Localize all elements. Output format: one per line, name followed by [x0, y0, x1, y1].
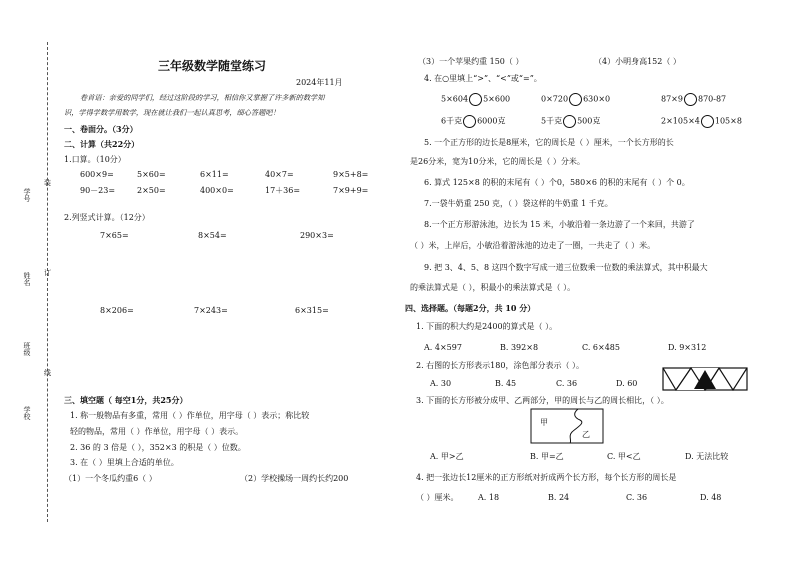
vertical-item: 8×54= — [198, 231, 227, 240]
fill-q9-line2: 的乘法算式是（ ），积最小的乘法算式是（ ）。 — [410, 283, 576, 292]
choice-option[interactable]: C. 36 — [556, 379, 578, 388]
fill-q5-line2: 是26分米，宽为10分米，它的周长是（ ）分米。 — [410, 157, 585, 166]
margin-mark-3: 线 — [44, 369, 51, 377]
choice-q3: 3. 下面的长方形被分成甲、乙两部分，甲的周长与乙的周长相比，（ ）。 — [416, 396, 669, 405]
fill-q3-4: （4）小明身高152（ ） — [594, 57, 681, 66]
compare-group — [661, 115, 742, 128]
oral-item: 9×5+8= — [333, 170, 369, 179]
fill-q3-2: （2）学校操场一周约长约200 — [240, 474, 349, 483]
section3-heading: 三、填空题（ 每空1分，共25分） — [64, 395, 188, 405]
compare-right: 870-87 — [697, 94, 727, 104]
compare-circle[interactable] — [563, 115, 576, 128]
vertical-item: 290×3= — [300, 231, 334, 240]
section2-heading: 二、计算（共22分） — [64, 139, 140, 149]
choice-option[interactable]: D. 60 — [616, 379, 638, 388]
choice-option[interactable]: B. 甲=乙 — [530, 452, 564, 461]
choice-option[interactable]: B. 24 — [548, 493, 570, 502]
oral-item: 2×50= — [137, 186, 166, 195]
oral-item: 5×60= — [137, 170, 166, 179]
choice-option[interactable]: C. 6×485 — [582, 343, 620, 352]
margin-mark-1: 装 — [44, 179, 51, 187]
compare-left: 6千克 — [441, 116, 463, 126]
vertical-item: 7×65= — [100, 231, 129, 240]
oral-title: 1.口算。（10分） — [64, 155, 126, 164]
choice-option[interactable]: A. 30 — [430, 379, 452, 388]
compare-right: 630×0 — [583, 94, 611, 104]
compare-left: 0×720 — [541, 94, 569, 104]
compare-group — [541, 115, 600, 128]
compare-group — [441, 115, 505, 128]
compare-right: 6000克 — [477, 116, 506, 126]
fill-q1-line2: 轻的物品，常用（ ）作单位，用字母（ ）表示。 — [70, 427, 244, 436]
oral-item: 600×9= — [80, 170, 114, 179]
compare-right: 500克 — [577, 116, 601, 126]
intro-line-2: 识，学得学数学用数学，现在就让我们一起认真思考，细心答题吧！ — [64, 108, 280, 117]
part-label-jia: 甲 — [540, 418, 548, 427]
fill-q8-line1: 8.一个正方形游泳池，边长为 15 米，小敏沿着一条边游了一个来回，共游了 — [424, 220, 695, 229]
fill-q1-line1: 1. 称一般物品有多重，常用（ ）作单位，用字母（ ）表示；称比较 — [70, 411, 310, 420]
margin-label-school: 学校 — [23, 406, 31, 420]
page-title: 三年级数学随堂练习 — [158, 59, 267, 73]
choice-option[interactable]: C. 36 — [626, 493, 648, 502]
margin-mark-2: 订 — [44, 269, 51, 277]
choice-option[interactable]: B. 45 — [495, 379, 517, 388]
compare-circle[interactable] — [701, 115, 714, 128]
compare-circle[interactable] — [569, 93, 582, 106]
vertical-item: 8×206= — [100, 306, 134, 315]
oral-item: 40×7= — [265, 170, 294, 179]
choice-option[interactable]: A. 18 — [478, 493, 500, 502]
fill-q7: 7.一袋牛奶重 250 克，（ ）袋这样的牛奶重 1 千克。 — [424, 199, 613, 208]
vertical-item: 6×315= — [295, 306, 329, 315]
binding-line — [47, 42, 48, 522]
choice-option[interactable]: C. 甲<乙 — [607, 452, 641, 461]
choice-option[interactable]: A. 甲>乙 — [430, 452, 464, 461]
compare-group — [441, 93, 510, 106]
part-label-yi: 乙 — [582, 430, 590, 439]
oral-item: 7×9+9= — [333, 186, 369, 195]
section4-heading: 四、选择题。（每题2分，共 10 分） — [405, 303, 536, 313]
compare-circle[interactable] — [469, 93, 482, 106]
intro-line-1: 卷首语：亲爱的同学们，经过这阶段的学习，相信你又掌握了许多新的数学知 — [80, 93, 325, 102]
compare-circle[interactable] — [463, 115, 476, 128]
compare-left: 5×604 — [441, 94, 469, 104]
choice-option[interactable]: D. 无法比较 — [685, 452, 729, 461]
margin-label-name: 姓名 — [23, 272, 31, 286]
choice-q2: 2. 右图的长方形表示180，涂色部分表示（ ）。 — [416, 361, 584, 370]
fill-q5-line1: 5. 一个正方形的边长是8厘米，它的周长是（ ）厘米，一个长方形的长 — [424, 138, 674, 147]
triangle-rectangle-figure — [662, 367, 748, 391]
fill-q2: 2. 36 的 3 倍是（ ），352×3 的积是（ ）位数。 — [70, 443, 246, 452]
oral-item: 6×11= — [200, 170, 229, 179]
section1-heading: 一、卷面分。（3分） — [64, 124, 138, 134]
choice-option[interactable]: D. 9×312 — [668, 343, 707, 352]
compare-left: 87×9 — [661, 94, 683, 104]
margin-label-class: 班级 — [23, 342, 31, 356]
choice-q4-line2: （ ）厘米。 — [416, 493, 459, 502]
choice-q4-line1: 4. 把一张边长12厘米的正方形纸对折成两个长方形，每个长方形的周长是 — [416, 473, 677, 482]
choice-option[interactable]: A. 4×597 — [424, 343, 462, 352]
oral-item: 90－23= — [80, 186, 116, 195]
compare-circle[interactable] — [684, 93, 697, 106]
fill-q6: 6. 算式 125×8 的积的末尾有（ ）个0，580×6 的积的末尾有（ ）个 0。 — [424, 178, 690, 187]
fill-q9-line1: 9. 把 3、4、5、8 这四个数字写成一道三位数乘一位数的乘法算式，其中积最大 — [424, 263, 708, 272]
compare-group — [541, 93, 610, 106]
fill-q8-line2: （ ）米，上岸后，小敏沿着游泳池的边走了一圈，一共走了（ ）米。 — [410, 241, 656, 250]
vertical-item: 7×243= — [194, 306, 228, 315]
compare-left: 5千克 — [541, 116, 563, 126]
compare-group — [661, 93, 726, 106]
margin-label-student-id: 学号 — [23, 188, 31, 202]
fill-q4: 4. 在○里填上“>”、“<”或“=”。 — [424, 74, 542, 83]
oral-item: 17＋36= — [265, 186, 301, 195]
compare-right: 5×600 — [483, 94, 511, 104]
fill-q3-3: （3）一个苹果约重 150（ ） — [418, 57, 524, 66]
exam-date: 2024年11月 — [296, 78, 343, 87]
choice-q1: 1. 下面的积大约是2400的算式是（ ）。 — [416, 322, 558, 331]
choice-option[interactable]: B. 392×8 — [500, 343, 539, 352]
compare-right: 105×8 — [714, 116, 742, 126]
compare-left: 2×105×4 — [661, 116, 700, 126]
choice-option[interactable]: D. 48 — [700, 493, 722, 502]
fill-q3-1: （1）一个冬瓜约重6（ ） — [64, 474, 157, 483]
vertical-title: 2.列竖式计算。（12分） — [64, 213, 150, 222]
oral-item: 400×0= — [200, 186, 234, 195]
fill-q3: 3. 在（ ）里填上合适的单位。 — [70, 458, 179, 467]
